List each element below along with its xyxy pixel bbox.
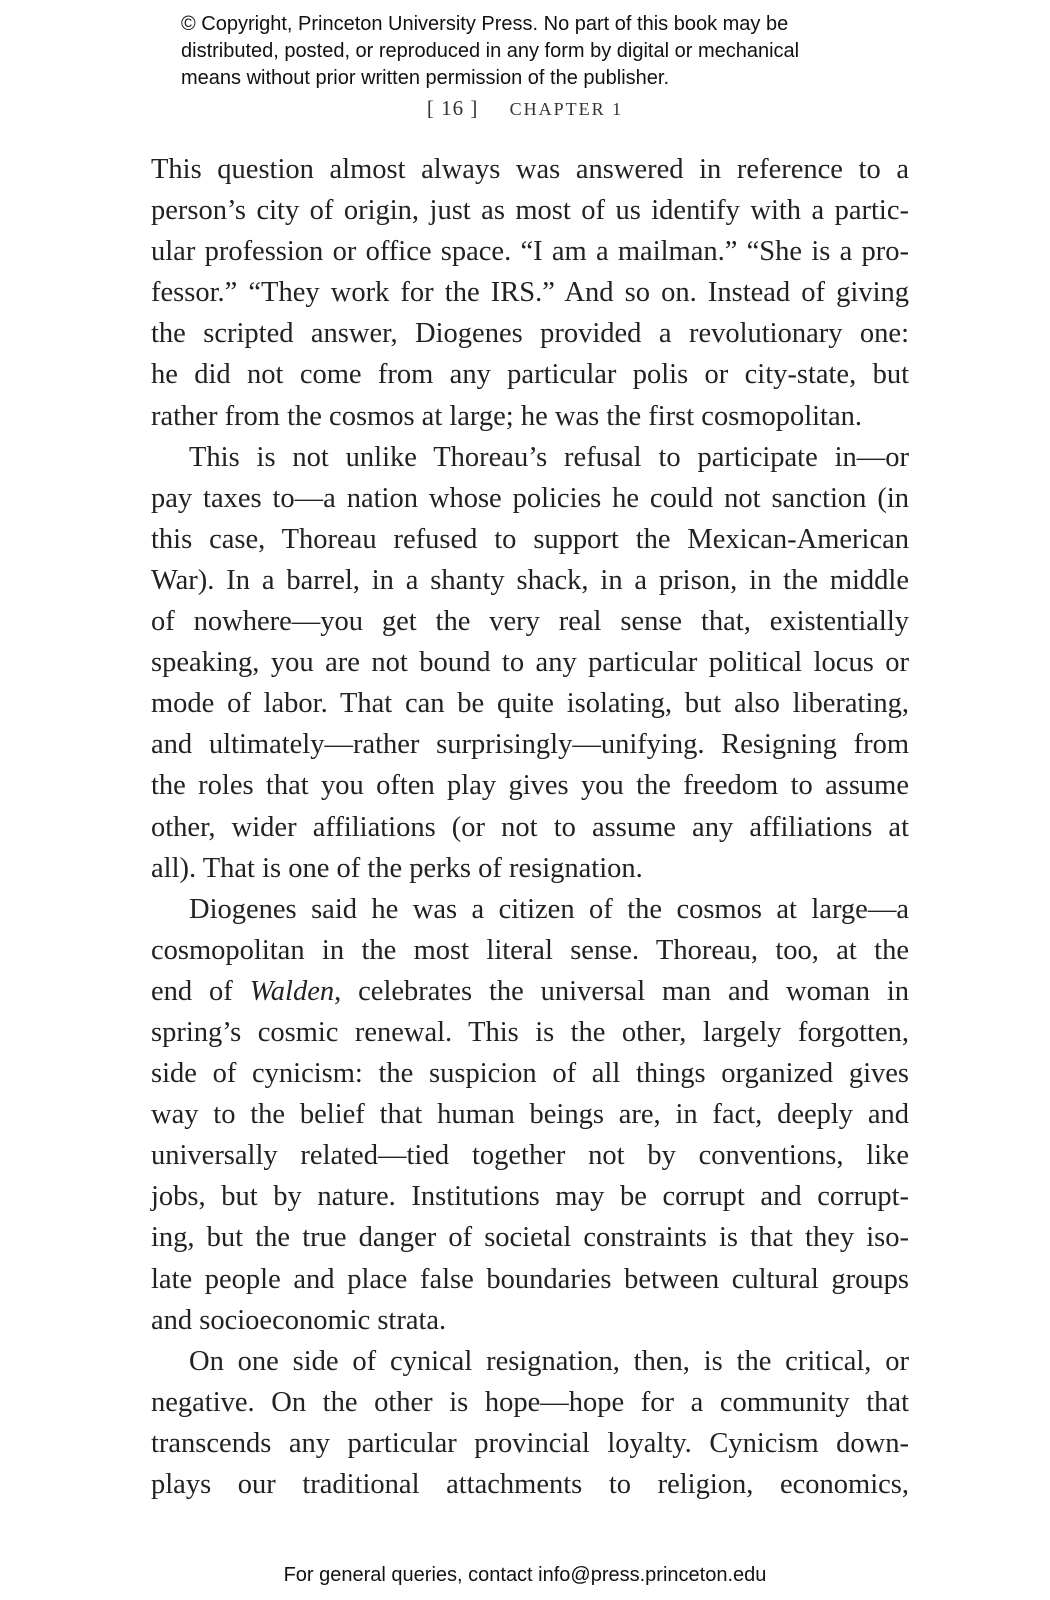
text-line: jobs, but by nature. Institutions may be corrupt and corrupt- — [151, 1181, 909, 1213]
text-line: spring’s cosmic renewal. This is the other, largely forgotten, — [151, 1016, 909, 1048]
text-line: transcends any particular provincial loyalty. Cynicism down- — [151, 1427, 909, 1459]
text-line: This question almost always was answered in reference to a — [151, 154, 909, 185]
text-line: the scripted answer, Diogenes provided a revolutionary one: — [151, 318, 909, 350]
text-line: War). In a barrel, in a shanty shack, in a prison, in the middle — [151, 564, 909, 596]
text-line: and socioeconomic strata. — [151, 1304, 447, 1336]
text-line: side of cynicism: the suspicion of all things organized gives — [151, 1058, 909, 1090]
paragraph — [151, 889, 909, 1341]
text-line: other, wider affiliations (or not to assume any affiliations at — [151, 811, 909, 843]
text-line: On one side of cynical resignation, then, is the critical, or — [189, 1345, 909, 1377]
text-line: fessor.” “They work for the IRS.” And so on. Instead of giving — [151, 277, 909, 309]
italic-title: Walden — [249, 975, 335, 1007]
footer-contact: For general queries, contact info@press.princeton.edu — [283, 1564, 767, 1586]
page-number: [ 16 ] — [426, 96, 479, 120]
text-line: of nowhere—you get the very real sense that, existentially — [151, 606, 909, 638]
text-line: this case, Thoreau refused to support the Mexican-American — [151, 523, 909, 555]
text-line: pay taxes to—a nation whose policies he could not sanction (in — [151, 482, 909, 514]
copyright-line: means without prior written permission of the publisher. — [181, 67, 670, 89]
running-head — [0, 96, 1050, 121]
copyright-notice — [181, 11, 901, 92]
text-line: way to the belief that human beings are, in fact, deeply and — [151, 1099, 909, 1131]
body-text — [151, 149, 909, 1505]
paragraph — [151, 437, 909, 889]
text-line: speaking, you are not bound to any particular political locus or — [151, 647, 909, 679]
text-line: mode of labor. That can be quite isolating, but also liberating, — [151, 688, 909, 720]
paragraph — [151, 1341, 909, 1505]
copyright-line: distributed, posted, or reproduced in any form by digital or mechanical — [181, 40, 800, 62]
text-line: ular profession or office space. “I am a mailman.” “She is a pro- — [151, 236, 909, 268]
text-line: cosmopolitan in the most literal sense. Thoreau, too, at the — [151, 934, 909, 966]
text-line: the roles that you often play gives you the freedom to assume — [151, 770, 909, 802]
text-line: negative. On the other is hope—hope for a community that — [151, 1386, 909, 1418]
text-line: Diogenes said he was a citizen of the cosmos at large—a — [189, 893, 909, 925]
text-line: he did not come from any particular polis or city-state, but — [151, 359, 909, 391]
text-line: person’s city of origin, just as most of us identify with a partic- — [151, 195, 909, 227]
text-line: ing, but the true danger of societal constraints is that they iso- — [151, 1222, 909, 1254]
paragraph — [151, 149, 909, 437]
text-line: plays our traditional attachments to religion, economics, — [151, 1469, 909, 1500]
text-line: rather from the cosmos at large; he was the first cosmopolitan. — [151, 400, 862, 432]
text-line: This is not unlike Thoreau’s refusal to participate in—or — [189, 441, 909, 473]
text-line: and ultimately—rather surprisingly—unifying. Resigning from — [151, 729, 909, 761]
text-line: all). That is one of the perks of resignation. — [151, 852, 643, 884]
text-line: universally related—tied together not by conventions, like — [151, 1140, 909, 1172]
chapter-label: CHAPTER 1 — [509, 99, 624, 119]
text-line: end of Walden, celebrates the universal man and woman in — [151, 975, 909, 1007]
copyright-line: © Copyright, Princeton University Press. No part of this book may be — [181, 13, 789, 35]
text-line: late people and place false boundaries between cultural groups — [151, 1263, 909, 1295]
